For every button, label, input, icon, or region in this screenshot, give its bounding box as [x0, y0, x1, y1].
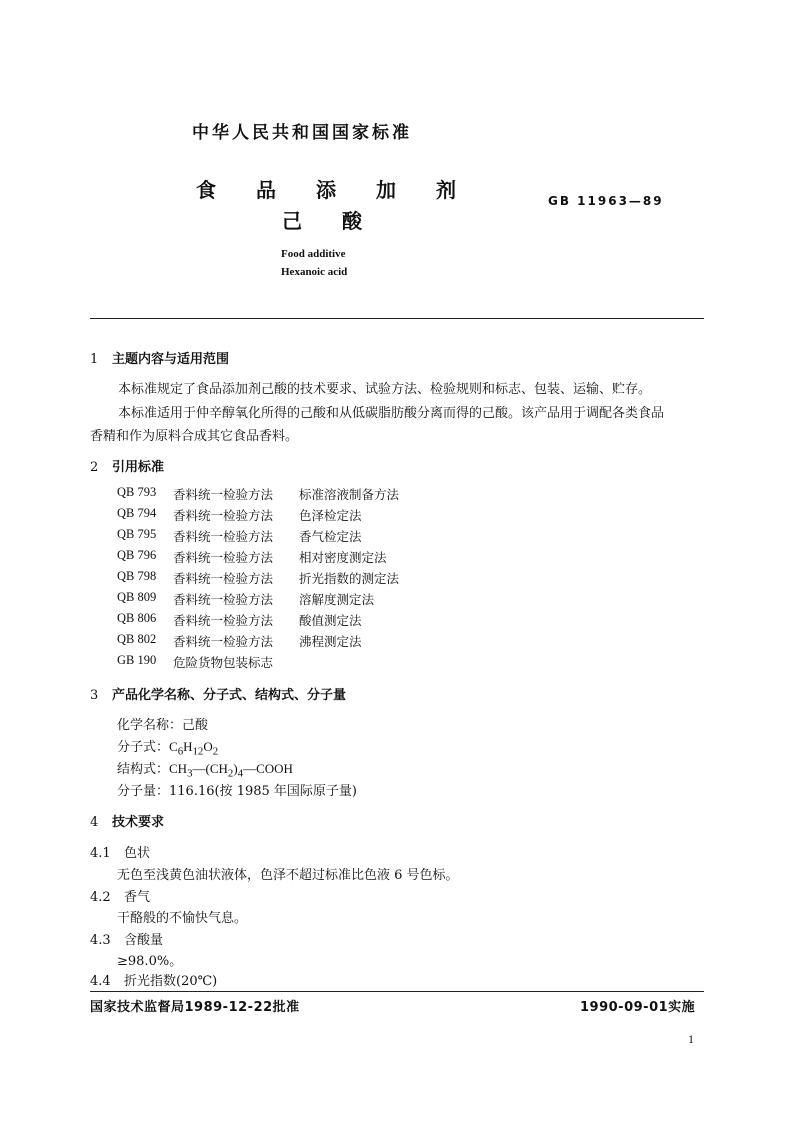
reference-name: 标准溶液制备方法	[299, 487, 400, 502]
section-title: 引用标准	[112, 460, 165, 475]
section-3-heading	[90, 684, 346, 703]
molecular-formula	[117, 736, 218, 758]
reference-series: 香料统一检验方法	[173, 508, 274, 523]
header-divider	[90, 318, 704, 319]
reference-code: QB 794	[117, 506, 157, 520]
reference-code: GB 190	[117, 653, 157, 667]
requirement-title: 香气	[124, 890, 151, 905]
reference-code: QB 809	[117, 590, 157, 604]
reference-series: 香料统一检验方法	[173, 487, 274, 502]
section-title: 产品化学名称、分子式、结构式、分子量	[112, 688, 347, 703]
requirement-heading	[90, 842, 150, 861]
structural-formula	[117, 758, 293, 780]
reference-row	[117, 506, 362, 524]
reference-row	[117, 653, 299, 671]
reference-row	[117, 611, 362, 629]
document-title-line2	[282, 205, 362, 234]
english-title-line2: Hexanoic acid	[281, 266, 348, 278]
reference-series: 香料统一检验方法	[173, 529, 274, 544]
reference-row	[117, 590, 374, 608]
requirement-text: 无色至浅黄色油状液体，色泽不超过标准比色液 6 号色标。	[117, 868, 459, 883]
reference-name: 溶解度测定法	[299, 592, 375, 607]
reference-code: QB 796	[117, 548, 157, 562]
title-char: 添	[316, 178, 336, 202]
requirement-title: 折光指数(20℃)	[124, 974, 218, 989]
section-4-heading	[90, 811, 164, 830]
footer-divider	[90, 991, 704, 992]
section-1-heading	[90, 348, 229, 367]
reference-code: QB 806	[117, 611, 157, 625]
section-number: 3	[90, 688, 99, 703]
reference-row	[117, 569, 399, 587]
title-char: 食	[196, 178, 216, 202]
requirement-heading	[90, 929, 163, 948]
chemical-name: 化学名称：己酸	[117, 718, 209, 733]
requirement-heading	[90, 970, 217, 989]
molecular-weight: 分子量：116.16(按 1985 年国际原子量)	[117, 784, 357, 799]
section-number: 4	[90, 815, 99, 830]
requirement-title: 色状	[124, 846, 151, 861]
formula-label: 分子式：	[117, 740, 170, 755]
reference-series: 香料统一检验方法	[173, 592, 274, 607]
reference-row	[117, 548, 387, 566]
title-char: 品	[256, 178, 276, 202]
section-2-heading	[90, 456, 164, 475]
reference-series: 香料统一检验方法	[173, 550, 274, 565]
requirement-number: 4.1	[90, 846, 111, 861]
reference-row	[117, 527, 362, 545]
reference-row	[117, 632, 362, 650]
page-number: 1	[688, 1032, 694, 1046]
national-standard-title: 中华人民共和国国家标准	[192, 123, 412, 143]
requirement-heading	[90, 886, 150, 905]
reference-name: 香气检定法	[299, 529, 362, 544]
reference-name: 色泽检定法	[299, 508, 362, 523]
reference-series: 香料统一检验方法	[173, 613, 274, 628]
approval-date: 国家技术监督局1989-12-22批准	[90, 1000, 300, 1015]
requirement-text: ≥98.0%。	[117, 954, 183, 969]
reference-name: 折光指数的测定法	[299, 571, 400, 586]
reference-name: 沸程测定法	[299, 634, 362, 649]
requirement-title: 含酸量	[124, 933, 164, 948]
formula-text: $C_6H_{12}O_2$	[169, 739, 219, 758]
struct-label: 结构式：	[117, 762, 170, 777]
section-number: 1	[90, 352, 99, 367]
title-char: 己	[282, 209, 302, 233]
reference-code: QB 798	[117, 569, 157, 583]
reference-code: QB 793	[117, 485, 157, 499]
reference-name: 酸值测定法	[299, 613, 362, 628]
section-1-para1: 本标准规定了食品添加剂己酸的技术要求、试验方法、检验规则和标志、包装、运输、贮存。	[118, 382, 652, 397]
section-1-para2-line2: 香精和作为原料合成其它食品香料。	[90, 429, 299, 444]
reference-code: QB 802	[117, 632, 157, 646]
struct-text: $CH_3—(CH_2)_4—COOH$	[169, 761, 293, 780]
title-char: 剂	[436, 178, 456, 202]
requirement-text: 干酪般的不愉快气息。	[117, 911, 248, 926]
english-title-line1: Food additive	[281, 248, 346, 260]
requirement-number: 4.2	[90, 890, 111, 905]
standard-code: GB 11963—89	[548, 194, 664, 208]
reference-series: 香料统一检验方法	[173, 571, 274, 586]
title-char: 加	[376, 178, 396, 202]
effective-date: 1990-09-01实施	[580, 1000, 696, 1015]
requirement-number: 4.4	[90, 974, 111, 989]
reference-series: 香料统一检验方法	[173, 634, 274, 649]
section-title: 技术要求	[112, 815, 165, 830]
document-title-line1	[196, 174, 456, 203]
requirement-number: 4.3	[90, 933, 111, 948]
reference-code: QB 795	[117, 527, 157, 541]
section-number: 2	[90, 460, 99, 475]
section-1-para2-line1: 本标准适用于仲辛醇氧化所得的己酸和从低碳脂肪酸分离而得的己酸。该产品用于调配各类食品	[118, 406, 665, 421]
reference-row	[117, 485, 399, 503]
reference-name: 相对密度测定法	[299, 550, 387, 565]
section-title: 主题内容与适用范围	[112, 352, 230, 367]
title-char: 酸	[342, 209, 362, 233]
reference-series: 危险货物包装标志	[173, 655, 274, 670]
